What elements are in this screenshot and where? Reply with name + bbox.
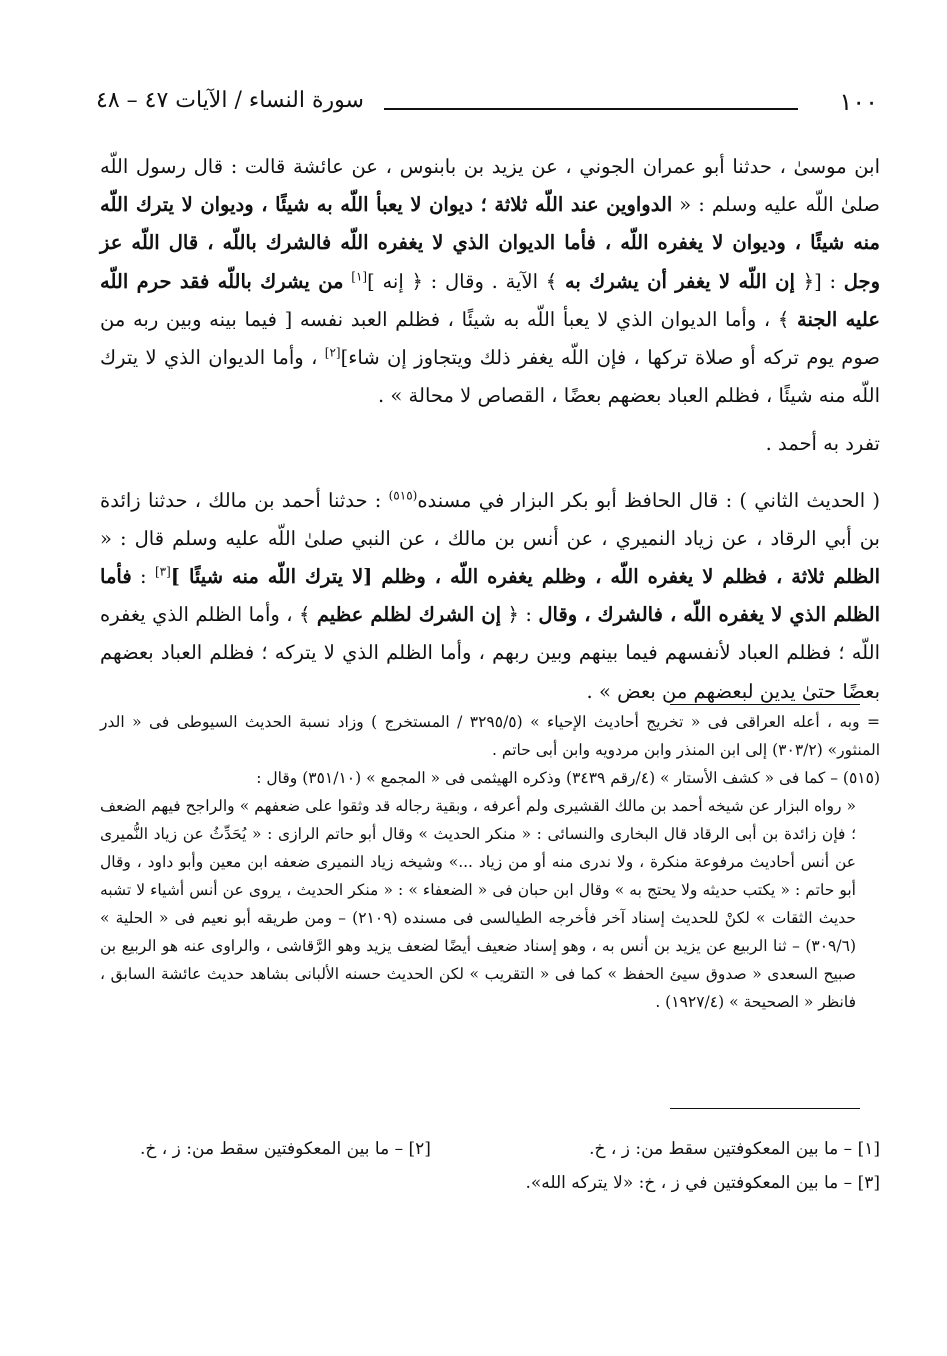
hadith-anas-paragraph: [100, 482, 880, 711]
page-header: [96, 86, 886, 126]
footnote-rule: [670, 704, 860, 705]
main-text: [100, 148, 880, 711]
variants-rule: [670, 1108, 860, 1109]
text-run: : [﴿: [794, 269, 844, 293]
text-run: ابن موسىٰ ، حدثنا أبو عمران الجوني ، عن يزيد بن بابنوس ، عن عائشة قالت : قال رسول اللّه صلىٰ اللّه عليه وسلم : «: [100, 155, 880, 217]
variant-row: [140, 1132, 880, 1166]
variant-marker: [٣]: [154, 564, 171, 579]
text-run: ﴾ ، وأما الديوان الذي لا يعبأ اللّه به شيئًا ، فظلم العبد نفسه [ فيما بينه وبين ربه من صوم يوم تركه أو صلاة تركها ، فإن اللّه يغفر ذلك ويتجاوز إن شاء]: [100, 307, 880, 370]
quran-quote: إن اللّه لا يغفر أن يشرك به: [564, 269, 795, 293]
hadith-aisha-paragraph: [100, 148, 880, 415]
text-run: ( الحديث الثاني ) : قال الحافظ أبو بكر البزار في مسنده: [417, 488, 880, 512]
text-run: ﴾ الآية . وقال : ﴿ إنه ]: [367, 269, 565, 293]
footnote-continuation: = وبه ، أعله العراقى فى « تخريج أحاديث الإحياء » (٣٢٩٥/٥ / المستخرج ) وزاد نسبة الحديث السيوطى فى « الدر المنثور» (٣٠٣/٢) إلى ابن المنذر وابن مردويه وابن أبى حاتم .: [100, 713, 880, 759]
variant-note-2: [٢] – ما بين المعكوفتين سقط من: ز ، خ.: [140, 1139, 431, 1159]
page-number: ١٠٠: [839, 88, 878, 116]
variant-notes: [140, 1132, 880, 1200]
header-rule: [384, 108, 798, 110]
text-run: :: [131, 565, 155, 589]
text-run: ، وأما الديوان الذي لا يترك اللّه منه شيئًا ، فظلم العباد بعضهم بعضًا ، القصاص لا محالة » .: [100, 346, 880, 408]
footnote-marker: (٥١٥): [388, 488, 418, 503]
running-head: سورة النساء / الآيات ٤٧ – ٤٨: [96, 88, 364, 113]
quran-quote: إن الشرك لظلم عظيم: [316, 603, 502, 627]
text-run: : حدثنا أحمد بن مالك ، حدثنا زائدة بن أبي الرقاد ، عن زياد النميري ، عن أنس بن مالك ، عن النبي صلىٰ اللّه عليه وسلم قال : «: [100, 488, 880, 550]
variant-marker: [١]: [351, 269, 368, 284]
variant-note-1: [١] – ما بين المعكوفتين سقط من: ز ، خ.: [589, 1139, 880, 1159]
hadith-text: فأما الظلم الذي لا يغفره اللّه ، فالشرك ، وقال: [100, 565, 881, 627]
footnotes: [100, 708, 880, 1016]
footnote-515-lead: (٥١٥) – كما فى « كشف الأستار » (٤/رقم ٣٤٣٩) وذكره الهيثمى فى « المجمع » (٣٥١/١٠) وقال :: [256, 769, 880, 787]
attribution-line: تفرد به أحمد .: [765, 432, 880, 456]
hadith-text: الدواوين عند اللّه ثلاثة ؛ ديوان لا يعبأ اللّه به شيئًا ، وديوان لا يترك اللّه منه شيئًا ، وديوان لا يغفره اللّه ، فأما الديوان الذي لا يغفره اللّه فالشرك باللّه ، قال اللّه عز وجل: [100, 193, 881, 293]
text-run: : ﴿: [501, 603, 539, 627]
variant-marker: [٢]: [324, 345, 341, 360]
quran-quote: من يشرك باللّه فقد حرم اللّه عليه الجنة: [100, 269, 880, 331]
hadith-text: الظلم ثلاثة ، فظلم لا يغفره اللّه ، وظلم يغفره اللّه ، وظلم [لا يترك اللّه منه شيئًا ]: [170, 565, 880, 589]
footnote-515-body: « رواه البزار عن شيخه أحمد بن مالك القشيرى ولم أعرفه ، وبقية رجاله قد وثقوا على ضعفهم » والراجح فيهم الضعف ؛ فإن زائدة بن أبى الرقاد قال البخارى والنسائى : « منكر الحديث » وقال أبو حاتم الرازى : « يُحَدِّثُ عن زياد النُّميرى عن أنس أحاديث مرفوعة منكرة ، ولا ندرى منه أو من زياد ...» وشيخه زياد النميرى ضعفه ابن معين وأبو داود ، وقال أبو حاتم : « يكتب حديثه ولا يحتج به » وقال ابن حبان فى « الضعفاء » : « منكر الحديث ، يروى عن أنس أشياء لا تشبه حديث الثقات » لكنْ للحديث إسناد آخر فأخرجه الطيالسى فى مسنده (٢١٠٩) – ومن طريقه أبو نعيم فى « الحلية » (٣٠٩/٦) – ثنا الربيع عن يزيد بن أنس به ، وهو إسناد ضعيف أيضًا لضعف يزيد وهو الرَّقاشى ، والراوى عنه هو الربيع بن صبيح السعدى « صدوق سيئ الحفظ » كما فى « التقريب » لكن الحديث حسنه الألبانى بشاهد حديث عائشة السابق ، فانظر « الصحيحة » (١٩٢٧/٤) .: [100, 797, 856, 1011]
variant-note-3: [٣] – ما بين المعكوفتين في ز ، خ: «لا يتركه الله».: [525, 1173, 880, 1193]
text-run: ﴾ ، وأما الظلم الذي يغفره اللّه ؛ فظلم العباد لأنفسهم فيما بينهم وبين ربهم ، وأما الظلم الذي لا يتركه ؛ فظلم العباد بعضهم بعضًا حتىٰ يدين لبعضهم من بعض » .: [100, 603, 880, 703]
